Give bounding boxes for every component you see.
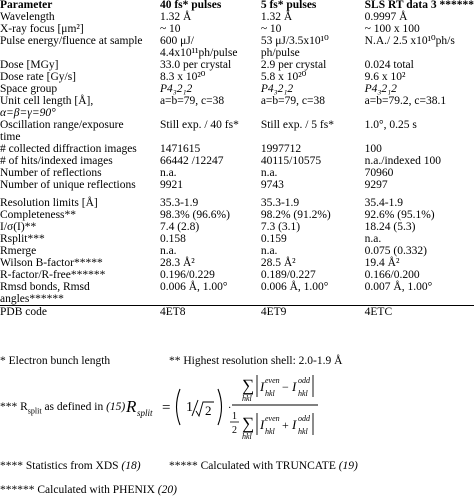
footnote-xds: [0, 460, 141, 472]
row-value-sls: 92.6% (95.1%): [364, 209, 435, 221]
row-value-40fs: [160, 35, 261, 59]
row-value-sls: 9297: [364, 179, 388, 191]
row-value-40fs: 28.3 Å²: [159, 257, 195, 269]
row-label: R-factor/R-free******: [0, 269, 106, 281]
row-value-5fs: 9743: [260, 179, 284, 191]
formula-sqrt-two: 2: [205, 403, 212, 418]
row-label-line1: Oscillation range/exposure: [0, 119, 124, 131]
row-label: Rmerge: [0, 245, 37, 257]
footnote-rsplit-mid: as defined in: [41, 401, 107, 413]
row-label: Pulse energy/fluence at sample: [0, 35, 143, 47]
row-label: Space group: [0, 83, 58, 95]
row-label: Number of reflections: [0, 167, 102, 179]
row-value-sls: 18.24 (5.3): [364, 221, 416, 233]
row-value-40fs: 0.196/0.229: [159, 269, 215, 281]
row-value-5fs: ~ 10: [260, 23, 282, 35]
row-value-40fs: 66442 /12247: [159, 155, 224, 167]
row-value-sls: 0.007 Å, 1.00°: [364, 281, 433, 293]
table-row: [0, 11, 474, 23]
row-value-5fs-line2: ph/pulse: [260, 47, 300, 59]
row-value-sls: 4ETC: [365, 306, 474, 319]
footnote-truncate-ref: (19): [338, 460, 358, 472]
row-label: Dose rate [Gy/s]: [0, 71, 77, 83]
table-row: [0, 233, 474, 245]
row-label-line2: α=β=γ=90°: [0, 107, 56, 119]
table-row: [0, 306, 474, 319]
formula-den-I-even: I: [260, 417, 265, 432]
formula-num-even: even: [265, 376, 280, 385]
row-value-5fs: 28.5 Å²: [260, 257, 296, 269]
table-row: [0, 143, 474, 155]
row-value-5fs: 2.9 per crystal: [260, 59, 327, 71]
row-label: # collected diffraction images: [0, 143, 137, 155]
footnote-phenix-text: ****** Calculated with PHENIX: [0, 484, 158, 496]
formula-plus: +: [282, 418, 289, 432]
row-value-40fs: 4ET8: [160, 306, 261, 319]
formula-num-I-odd: I: [292, 379, 297, 394]
footnote-truncate-text: ***** Calculated with TRUNCATE: [169, 460, 339, 472]
table-row: [0, 245, 474, 257]
row-value-sls: 1.0°, 0.25 s: [364, 119, 417, 131]
row-value-5fs: a=b=79, c=38: [260, 95, 325, 107]
table-row: [0, 23, 474, 35]
formula-num-sum-sub: hkl: [242, 394, 252, 403]
table-row: [0, 95, 474, 119]
table-row: [0, 179, 474, 191]
row-label: Number of unique reflections: [0, 179, 136, 191]
header-40fs: 40 fs* pulses: [159, 0, 222, 11]
row-value-sls: N.A./ 2.5 x10¹⁰ph/s: [364, 35, 455, 47]
row-label: Dose [MGy]: [0, 59, 59, 71]
header-parameter: Parameter: [0, 0, 53, 11]
row-value-sls: 9.6 x 10²: [364, 71, 406, 83]
row-label: # of hits/indexed images: [0, 155, 113, 167]
row-value-40fs: P4₃2₁2: [159, 83, 193, 95]
formula-lhs: R: [126, 397, 137, 416]
footnote-rsplit: [0, 401, 125, 417]
footnote-xds-ref: (18): [121, 460, 141, 472]
formula-den-even-hkl: hkl: [265, 427, 275, 436]
table-row: [0, 59, 474, 71]
row-label: [0, 119, 160, 143]
row-value-5fs: n.a.: [260, 167, 278, 179]
formula-num-odd: odd: [298, 376, 310, 385]
row-label-line2: time: [0, 131, 21, 143]
table-row: [0, 197, 474, 209]
formula-equals: =: [162, 400, 171, 416]
row-value-5fs-line1: 53 μJ/3.5x10¹⁰: [260, 35, 329, 47]
row-value-5fs: 35.3-1.9: [260, 197, 300, 209]
formula-half-den: 2: [232, 425, 237, 436]
table-row: [0, 281, 474, 306]
footnote-xds-text: **** Statistics from XDS: [0, 460, 122, 472]
formula-num-even-hkl: hkl: [265, 389, 275, 398]
row-value-5fs: Still exp. / 5 fs*: [260, 119, 334, 131]
row-value-40fs: Still exp. / 40 fs*: [159, 119, 239, 131]
row-value-40fs: ~ 10: [159, 23, 181, 35]
table-row: [0, 119, 474, 143]
formula-lhs-sub: split: [137, 408, 153, 418]
row-value-40fs: 7.4 (2.8): [159, 221, 200, 233]
row-value-5fs: [261, 35, 365, 59]
footnote-rsplit-ref: (15): [106, 401, 126, 413]
row-value-sls: P4₃2₁2: [364, 83, 397, 95]
row-value-5fs: 0.159: [260, 233, 287, 245]
formula-den-odd: odd: [298, 414, 310, 423]
rsplit-formula: [124, 369, 324, 447]
row-value-sls: 19.4 Å²: [364, 257, 400, 269]
formula-half-num: 1: [232, 411, 237, 422]
row-label: X-ray focus [μm²]: [0, 23, 84, 35]
formula-num-odd-hkl: hkl: [298, 389, 308, 398]
row-value-5fs: 98.2% (91.2%): [260, 209, 331, 221]
table-row: [0, 269, 474, 281]
row-label: Wavelength: [0, 11, 55, 23]
formula-den-I-odd: I: [292, 417, 297, 432]
row-value-sls: n.a.: [364, 233, 382, 245]
row-value-5fs: 4ET9: [261, 306, 365, 319]
footnote-bunch-length: * Electron bunch length: [0, 355, 111, 367]
table-header-row: [0, 0, 474, 11]
rsplit-formula-svg: [124, 369, 324, 447]
row-value-40fs: 1471615: [159, 143, 201, 155]
row-value-5fs: P4₃2₁2: [260, 83, 294, 95]
row-label: [0, 95, 160, 119]
footnote-rsplit-sub: split: [27, 406, 42, 416]
row-value-40fs: n.a.: [159, 245, 177, 257]
table-row: [0, 71, 474, 83]
row-value-sls: 70960: [364, 167, 394, 179]
formula-right-paren: [218, 389, 222, 425]
row-value-sls: n.a./indexed 100: [364, 155, 441, 167]
row-label: Wilson B-factor*****: [0, 257, 103, 269]
formula-den-sum-sub: hkl: [242, 432, 252, 441]
row-value-40fs: 9921: [159, 179, 183, 191]
row-label: Resolution limits [Å]: [0, 197, 98, 209]
footnote-rsplit-prefix: *** R: [0, 401, 28, 413]
table-row: [0, 35, 474, 59]
row-label: PDB code: [0, 306, 160, 319]
row-value-sls: 0.075 (0.332): [364, 245, 427, 257]
row-value-5fs: 0.189/0.227: [260, 269, 316, 281]
table-row: [0, 155, 474, 167]
footnote-phenix-ref: (20): [157, 484, 177, 496]
header-sls: SLS RT data 3 ******: [364, 0, 474, 11]
formula-num-I-even: I: [260, 379, 265, 394]
row-value-5fs: n.a.: [260, 245, 278, 257]
row-value-sls: 35.4-1.9: [364, 197, 403, 209]
row-label-line1: Rmsd bonds, Rmsd: [0, 281, 90, 293]
formula-den-even: even: [265, 414, 280, 423]
footnote-phenix: [0, 484, 177, 496]
table-row: [0, 167, 474, 179]
formula-one: 1: [186, 400, 193, 415]
row-value-40fs-line1: 600 μJ/: [159, 35, 194, 47]
row-value-40fs: 33.0 per crystal: [159, 59, 232, 71]
row-value-sls: 0.024 total: [364, 59, 414, 71]
row-value-5fs: 1.32 Å: [260, 11, 293, 23]
row-value-40fs: n.a.: [159, 167, 177, 179]
table-row: [0, 221, 474, 233]
row-label-line2: angles******: [0, 293, 64, 305]
table-row: [0, 257, 474, 269]
row-label: I/σ(I)**: [0, 221, 37, 233]
row-label-line1: Unit cell length [Å],: [0, 95, 94, 107]
formula-den-odd-hkl: hkl: [298, 427, 308, 436]
table-row: [0, 209, 474, 221]
row-value-40fs: 0.006 Å, 1.00°: [159, 281, 228, 293]
row-label: Rsplit***: [0, 233, 45, 245]
formula-dot: ·: [228, 403, 232, 414]
row-value-sls: 0.166/0.200: [364, 269, 420, 281]
row-value-40fs: 8.3 x 10²⁰: [159, 71, 206, 83]
row-value-40fs: 1.32 Å: [159, 11, 192, 23]
table-row: [0, 83, 474, 95]
formula-left-paren: [177, 389, 181, 425]
row-value-40fs: 0.158: [159, 233, 186, 245]
row-value-sls: ~ 100 x 100: [364, 23, 420, 35]
header-5fs: 5 fs* pulses: [260, 0, 317, 11]
row-value-40fs: 98.3% (96.6%): [159, 209, 230, 221]
row-value-sls: 0.9997 Å: [364, 11, 408, 23]
row-label: Completeness**: [0, 209, 77, 221]
row-value-sls: a=b=79.2, c=38.1: [364, 95, 447, 107]
row-label: [0, 281, 160, 306]
footnote-truncate: [169, 460, 358, 472]
formula-minus: −: [282, 380, 289, 394]
row-value-5fs: 40115/10575: [260, 155, 322, 167]
row-value-5fs: 7.3 (3.1): [260, 221, 301, 233]
footnote-highest-resolution: ** Highest resolution shell: 2.0-1.9 Å: [169, 355, 343, 367]
row-value-sls: 100: [364, 143, 382, 155]
row-value-5fs: 1997712: [260, 143, 302, 155]
row-value-5fs: 0.006 Å, 1.00°: [260, 281, 329, 293]
row-value-5fs: 5.8 x 10²⁰: [260, 71, 307, 83]
formula-num-sum: ∑: [242, 376, 255, 395]
formula-den-sum: ∑: [242, 414, 255, 433]
row-value-40fs: 35.3-1.9: [159, 197, 199, 209]
row-value-40fs-line2: 4.4x10¹¹ph/pulse: [159, 47, 238, 59]
row-value-40fs: a=b=79, c=38: [159, 95, 225, 107]
